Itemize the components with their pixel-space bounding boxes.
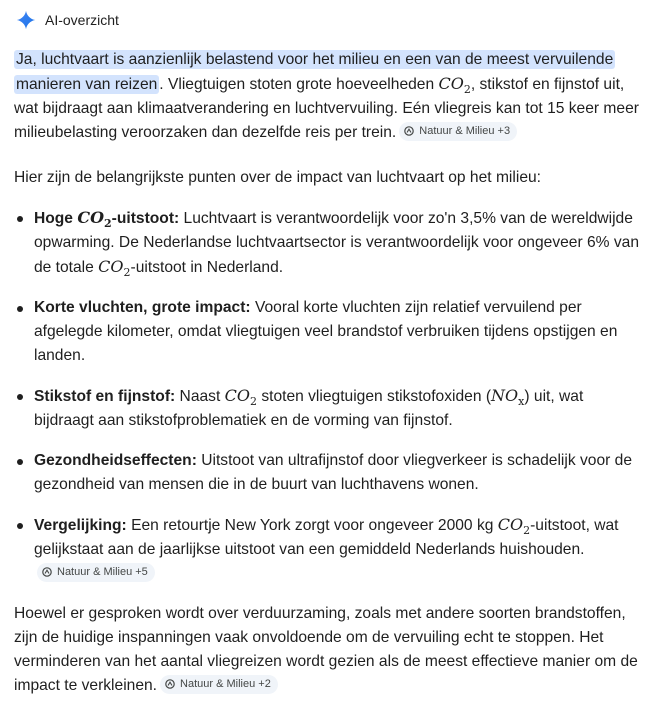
outro-paragraph: Hoewel er gesproken wordt over verduurzaming, zoals met andere soorten brandstoffen, zijn de huidige inspanningen vaak onvoldoende om de vervuiling echt te stoppen. Het verminderen van het aantal vliegreizen wordt gezien als de meest effectieve manier om de impact te verkleinen. Natuur & Milieu +2	[14, 605, 638, 694]
list-item-title: Gezondheidseffecten:	[34, 452, 197, 469]
co2-formula: $CO_2$	[77, 208, 112, 230]
co2-formula: $CO_2$	[98, 257, 131, 279]
intro-text: . Vliegtuigen stoten grote hoeveelheden	[159, 76, 439, 93]
list-lead: Hier zijn de belangrijkste punten over de impact van luchtvaart op het milieu:	[14, 169, 542, 186]
gemini-sparkle-icon	[16, 10, 36, 30]
list-item-title: Korte vluchten, grote impact:	[34, 299, 251, 316]
ai-overview-title: AI-overzicht	[45, 12, 119, 28]
list-item: Korte vluchten, grote impact: Vooral korte vluchten zijn relatief vervuilend per afgelegde kilometer, omdat vliegtuigen veel brandstof verbruiken tijdens opstijgen en landen.	[14, 296, 646, 368]
source-chip[interactable]: Natuur & Milieu +2	[160, 675, 278, 694]
ai-overview-panel	[14, 0, 646, 698]
list-item: Gezondheidseffecten: Uitstoot van ultrafijnstof door vliegverkeer is schadelijk voor de gezondheid van mensen die in de buurt van luchthavens wonen.	[14, 449, 646, 497]
source-chip[interactable]: Natuur & Milieu +3	[399, 122, 517, 141]
list-item-title: Hoge $CO_2$-uitstoot:	[34, 208, 180, 230]
source-chip[interactable]: Natuur & Milieu +5	[37, 563, 155, 582]
list-item-title: Vergelijking:	[34, 517, 127, 534]
intro-text-cont: , stikstof en fijnstof uit, wat bijdraagt aan klimaatverandering en luchtvervuiling. Eén vliegreis kan tot 15 keer meer milieubelasting veroorzaken dan dezelfde reis per trein.	[14, 76, 639, 141]
list-item: Hoge $CO_2$-uitstoot: Luchtvaart is verantwoordelijk voor zo'n 3,5% van de wereldwijde opwarming. De Nederlandse luchtvaartsector is verantwoordelijk voor ongeveer 6% van de totale $CO_2$-uitstoot in Nederland.	[14, 206, 646, 280]
source-logo-icon	[42, 567, 52, 577]
highlighted-answer: Ja, luchtvaart is aanzienlijk belastend voor het milieu en een van de meest vervuilende manieren van reizen	[16, 51, 614, 93]
intro-paragraph	[14, 48, 646, 145]
co2-formula: $CO_2$	[224, 386, 257, 408]
impact-list	[14, 206, 646, 586]
list-item-title: Stikstof en fijnstof:	[34, 388, 176, 405]
co2-formula: $CO_2$	[497, 515, 531, 537]
ai-overview-header	[14, 0, 646, 40]
nox-formula: $NO_x$	[491, 386, 525, 408]
co2-formula: $CO_2$	[438, 74, 471, 96]
list-item: Vergelijking: Een retourtje New York zorgt voor ongeveer 2000 kg $CO_2$-uitstoot, wat gelijkstaat aan de jaarlijkse uitstoot van een gemiddeld Nederlands huishouden. Natuur & Milieu +5	[14, 513, 646, 586]
source-logo-icon	[404, 126, 414, 136]
list-item: Stikstof en fijnstof: Naast $CO_2$ stoten vliegtuigen stikstofoxiden $(NO_x)$ uit, wat bijdraagt aan stikstofproblematiek en de vorming van fijnstof.	[14, 384, 646, 433]
source-logo-icon	[165, 679, 175, 689]
